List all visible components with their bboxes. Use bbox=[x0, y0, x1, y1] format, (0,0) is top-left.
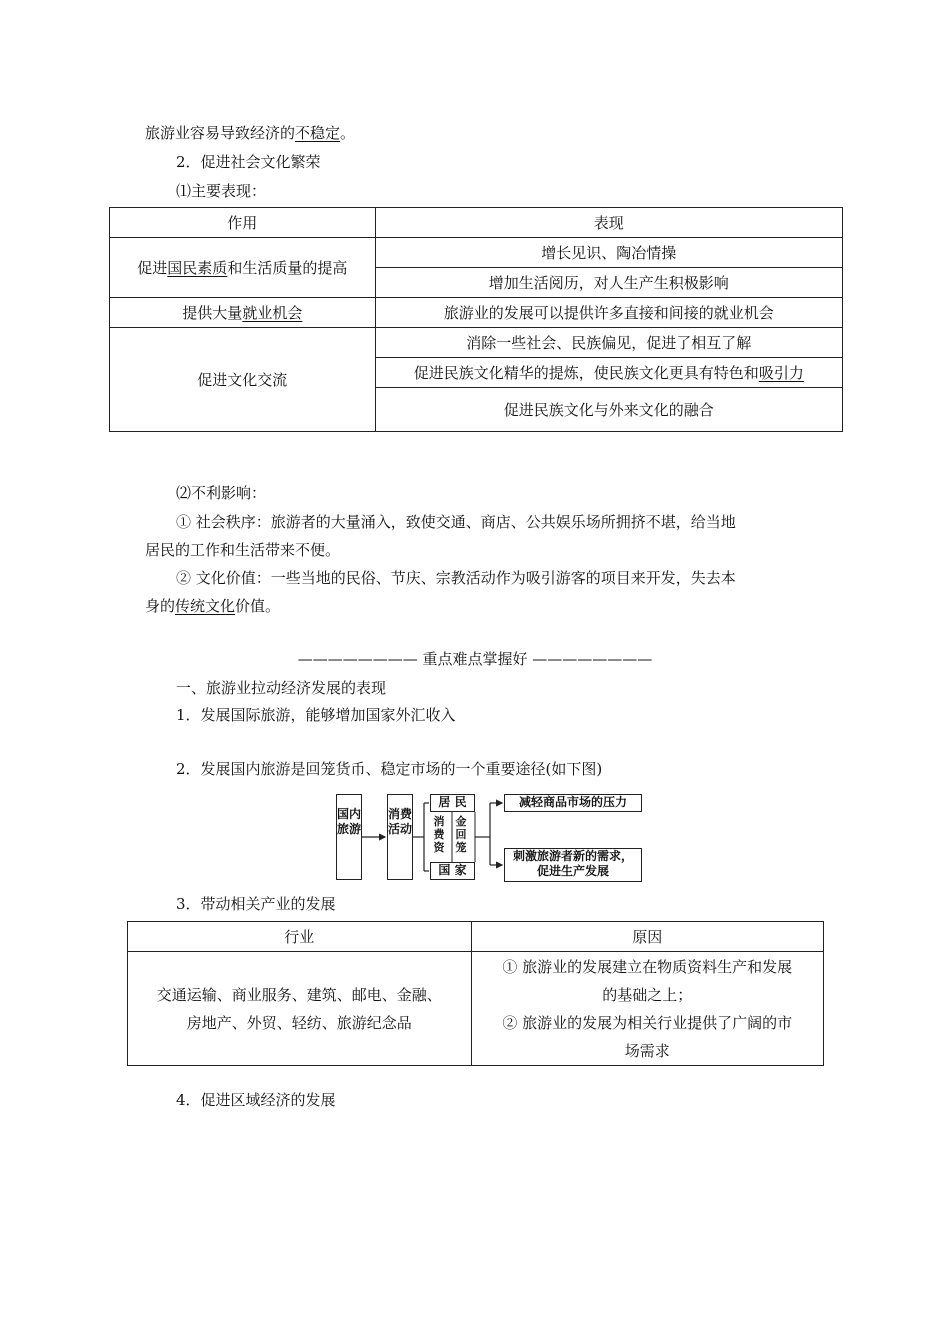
nation-box: 国 家 bbox=[430, 862, 475, 880]
text: 促进 bbox=[137, 259, 168, 277]
table-cell-reasons bbox=[471, 952, 824, 1066]
list-item: 4．促进区域经济的发展 bbox=[176, 1091, 336, 1109]
section-heading: 一、旅游业拉动经济发展的表现 bbox=[176, 679, 387, 697]
text: 旅游业容易导致经济的 bbox=[145, 124, 296, 142]
paragraph-cultural-value-cont bbox=[145, 595, 280, 617]
culture-effects-table bbox=[109, 207, 843, 432]
table-cell: 消除一些社会、民族偏见，促进了相互了解 bbox=[375, 328, 842, 358]
table-cell: 促进民族文化与外来文化的融合 bbox=[375, 388, 842, 432]
heading-culture: 2．促进社会文化繁荣 bbox=[176, 153, 321, 171]
gold-return-label: 金回笼 bbox=[455, 815, 467, 854]
underlined-term: 不稳定 bbox=[295, 124, 341, 142]
text: 价值。 bbox=[235, 597, 281, 615]
underlined-term: 国民素质 bbox=[167, 259, 228, 277]
list-item: 2．发展国内旅游是回笼货币、稳定市场的一个重要途径(如下图) bbox=[176, 760, 603, 778]
subheading-main-effects: ⑴主要表现： bbox=[176, 182, 267, 200]
table-header: 作用 bbox=[110, 208, 376, 238]
table-cell-industries bbox=[128, 952, 472, 1066]
underlined-term: 吸引力 bbox=[758, 364, 804, 382]
paragraph-cultural-value: ② 文化价值：一些当地的民俗、节庆、宗教活动作为吸引游客的项目来开发，失去本 bbox=[176, 569, 736, 587]
text: 和生活质量的提高 bbox=[227, 259, 348, 277]
table-cell-role: 促进文化交流 bbox=[110, 328, 376, 432]
table-cell-role bbox=[110, 298, 376, 328]
list-item: 1．发展国际旅游，能够增加国家外汇收入 bbox=[176, 706, 456, 724]
text: 的基础之上； bbox=[602, 985, 693, 1004]
text: 。 bbox=[340, 124, 356, 142]
text: ② 旅游业的发展为相关行业提供了广阔的市 bbox=[502, 1013, 793, 1032]
paragraph-social-order: ① 社会秩序：旅游者的大量涌入，致使交通、商店、公共娱乐场所拥挤不堪，给当地 bbox=[176, 513, 736, 531]
text: 场需求 bbox=[624, 1041, 670, 1060]
table-cell: 增加生活阅历，对人生产生积极影响 bbox=[375, 268, 842, 298]
table-header: 表现 bbox=[375, 208, 842, 238]
table-header: 原因 bbox=[471, 922, 824, 952]
residents-box: 居 民 bbox=[430, 794, 475, 812]
text: 交通运输、商业服务、建筑、邮电、金融、 bbox=[156, 985, 442, 1004]
table-cell-role bbox=[110, 238, 376, 298]
text: 房地产、外贸、轻纺、旅游纪念品 bbox=[186, 1013, 412, 1032]
text: 促进民族文化精华的提炼，使民族文化更具有特色和 bbox=[413, 364, 759, 382]
subheading-adverse: ⑵不利影响： bbox=[176, 484, 267, 502]
industry-table bbox=[127, 921, 824, 1066]
table-cell: 旅游业的发展可以提供许多直接和间接的就业机会 bbox=[375, 298, 842, 328]
text: 身的 bbox=[145, 597, 176, 615]
table-cell: 增长见识、陶冶情操 bbox=[375, 238, 842, 268]
section-divider: ———————— 重点难点掌握好 ———————— bbox=[297, 650, 653, 668]
underlined-term: 传统文化 bbox=[175, 597, 236, 615]
text: 提供大量 bbox=[182, 304, 243, 322]
paragraph-social-order-cont: 居民的工作和生活带来不便。 bbox=[145, 541, 341, 559]
consume-funds-label: 消费资 bbox=[433, 815, 445, 854]
diagram-connectors bbox=[330, 790, 660, 890]
list-item: 3．带动相关产业的发展 bbox=[176, 895, 336, 913]
consumption-box: 消费活动 bbox=[387, 794, 413, 880]
text: 促进生产发展 bbox=[536, 864, 609, 878]
text: 刺激旅游者新的需求， bbox=[512, 849, 633, 863]
table-header: 行业 bbox=[128, 922, 472, 952]
table-cell bbox=[375, 358, 842, 388]
underlined-term: 就业机会 bbox=[242, 304, 303, 322]
text: ① 旅游业的发展建立在物质资料生产和发展 bbox=[502, 957, 793, 976]
result-box-1: 减轻商品市场的压力 bbox=[504, 794, 642, 812]
domestic-tourism-box: 国内旅游 bbox=[336, 794, 362, 880]
paragraph-economy-instability bbox=[145, 122, 355, 144]
